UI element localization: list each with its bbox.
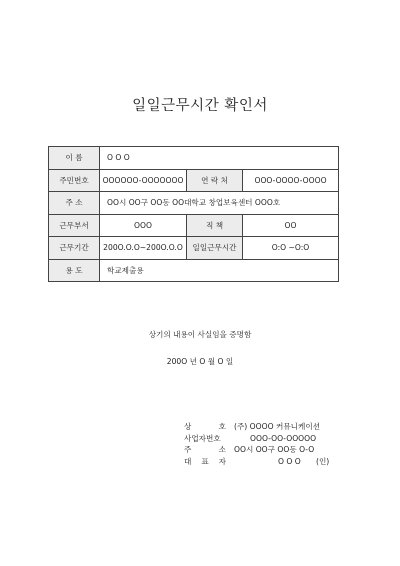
company-address-value: OO시 OO구 OO동 O-O	[234, 445, 315, 454]
table-row-address	[49, 192, 339, 215]
position-label: 직 책	[187, 214, 243, 237]
contact-value: OOO-OOOO-OOOO	[243, 169, 339, 192]
table-row-purpose	[49, 259, 339, 282]
address-label: 주 소	[49, 192, 100, 215]
signature-block	[184, 421, 344, 467]
document-title: 일일근무시간 확인서	[132, 98, 268, 114]
purpose-label: 용 도	[49, 259, 100, 282]
position-value: OO	[243, 214, 339, 237]
contact-label: 연 락 처	[187, 169, 243, 192]
info-table	[48, 146, 339, 282]
daily-hours-value: O:O ~O:O	[243, 237, 339, 260]
name-label: 이 름	[49, 147, 100, 170]
certification-statement: 상기의 내용이 사실임을 증명함	[148, 330, 252, 339]
company-row	[184, 421, 344, 433]
issue-date: 200O 년 O 월 O 일	[166, 357, 234, 366]
work-period-value: 200O.O.O~200O.O.O	[100, 237, 187, 260]
business-number-label: 사업자번호	[184, 433, 221, 443]
table-row-period	[49, 237, 339, 260]
representative-row	[184, 456, 344, 468]
department-label: 근무부서	[49, 214, 100, 237]
company-label: 상 호	[184, 422, 226, 431]
representative-name: O O O	[278, 456, 301, 466]
address-value: OO시 OO구 OO동 OO대학교 창업보육센터 OOO호	[100, 192, 339, 215]
table-row-id	[49, 169, 339, 192]
table-row-department	[49, 214, 339, 237]
resident-number-value: OOOOOO-OOOOOOO	[100, 169, 187, 192]
table-row-name	[49, 147, 339, 170]
purpose-value: 학교제출용	[100, 259, 339, 282]
business-number-value: OOO-OO-OOOOO	[250, 433, 317, 443]
business-number-row	[184, 433, 344, 445]
work-period-label: 근무기간	[49, 237, 100, 260]
daily-hours-label: 일일근무시간	[187, 237, 243, 260]
representative-label: 대 표 자	[184, 456, 226, 466]
department-value: OOO	[100, 214, 187, 237]
company-address-row	[184, 444, 344, 456]
seal-mark: (인)	[316, 456, 330, 466]
company-address-label: 주 소	[184, 445, 226, 454]
resident-number-label: 주민번호	[49, 169, 100, 192]
name-value: O O O	[100, 147, 339, 170]
company-value: (주) OOOO 커뮤니케이션	[234, 422, 321, 431]
